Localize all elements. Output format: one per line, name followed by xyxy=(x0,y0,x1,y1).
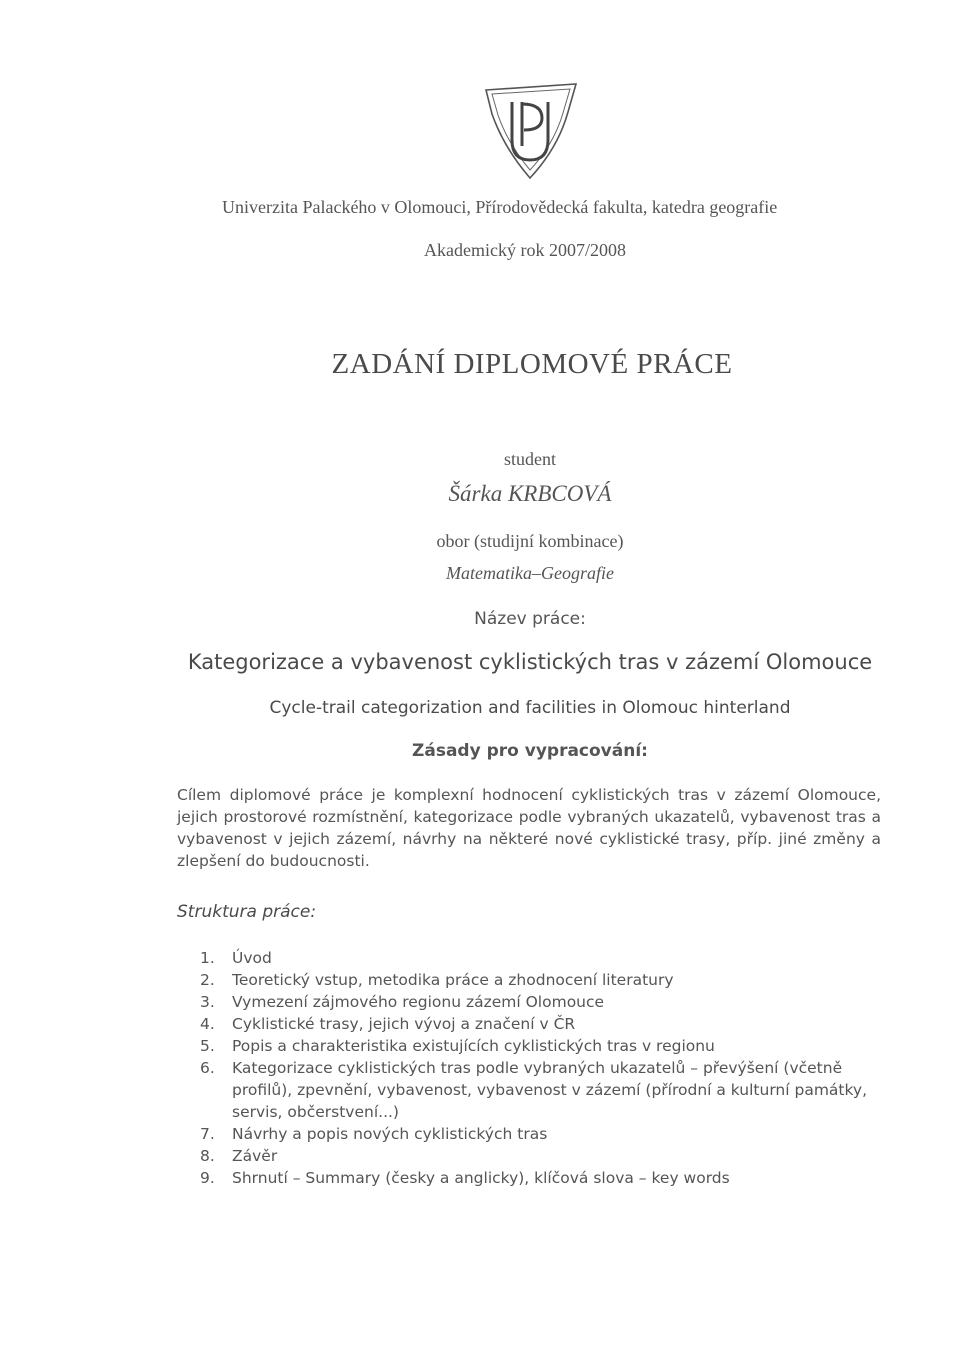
list-item-text: Teoretický vstup, metodika práce a zhodnocení literatury xyxy=(232,971,674,989)
list-item-number: 6. xyxy=(200,1059,215,1077)
list-item xyxy=(200,969,890,991)
thesis-title-label: Název práce: xyxy=(474,609,586,629)
list-item-text: Shrnutí – Summary (česky a anglicky), klíčová slova – key words xyxy=(232,1169,730,1187)
list-item-number: 2. xyxy=(200,971,215,989)
academic-year: Akademický rok 2007/2008 xyxy=(424,240,626,260)
list-item-text: Popis a charakteristika existujících cyklistických tras v regionu xyxy=(232,1037,715,1055)
field-of-study-value: Matematika–Geografie xyxy=(446,563,614,583)
list-item xyxy=(200,1167,890,1189)
list-item xyxy=(200,991,890,1013)
list-item-text: Návrhy a popis nových cyklistických tras xyxy=(232,1125,548,1143)
principles-paragraph: Cílem diplomové práce je komplexní hodnocení cyklistických tras v zázemí Olomouce, jejich prostorové rozmístnění, kategorizace podle vybraných ukazatelů, vybavenost tras a vybavenost v jejich zázemí, návrhy na některé nové cyklistické trasy, příp. jiné změny a zlepšení do budoucnosti. xyxy=(177,786,881,870)
list-item xyxy=(200,1057,890,1123)
university-name: Univerzita Palackého v Olomouci, Přírodovědecká fakulta, katedra geografie xyxy=(222,197,778,217)
list-item-number: 5. xyxy=(200,1037,215,1055)
list-item-text: Cyklistické trasy, jejich vývoj a značení v ČR xyxy=(232,1015,576,1033)
list-item xyxy=(200,1123,890,1145)
field-of-study-label: obor (studijní kombinace) xyxy=(436,531,624,551)
list-item xyxy=(200,1035,890,1057)
list-item-text: Úvod xyxy=(232,949,272,967)
university-shield-logo xyxy=(482,82,580,182)
thesis-title-czech: Kategorizace a vybavenost cyklistických tras v zázemí Olomouce xyxy=(187,650,873,674)
student-name: Šárka KRBCOVÁ xyxy=(448,481,612,506)
list-item-number: 1. xyxy=(200,949,215,967)
list-item-text: Kategorizace cyklistických tras podle vybraných ukazatelů – převýšení (včetně profilů), zpevnění, vybavenost, vybavenost v zázemí (přírodní a kulturní památky, servis, občerstvení...) xyxy=(232,1059,868,1121)
principles-label: Zásady pro vypracování: xyxy=(412,741,648,761)
structure-heading: Struktura práce: xyxy=(177,902,317,922)
student-label: student xyxy=(504,449,556,469)
structure-list xyxy=(200,947,890,1189)
list-item xyxy=(200,1145,890,1167)
document-title: ZADÁNÍ DIPLOMOVÉ PRÁCE xyxy=(331,348,733,380)
list-item-number: 3. xyxy=(200,993,215,1011)
list-item-number: 9. xyxy=(200,1169,215,1187)
thesis-title-english: Cycle-trail categorization and facilities in Olomouc hinterland xyxy=(269,698,791,718)
list-item-text: Vymezení zájmového regionu zázemí Olomouce xyxy=(232,993,605,1011)
list-item-number: 7. xyxy=(200,1125,215,1143)
list-item-number: 4. xyxy=(200,1015,215,1033)
list-item-text: Závěr xyxy=(232,1147,278,1165)
list-item xyxy=(200,1013,890,1035)
list-item xyxy=(200,947,890,969)
list-item-number: 8. xyxy=(200,1147,215,1165)
